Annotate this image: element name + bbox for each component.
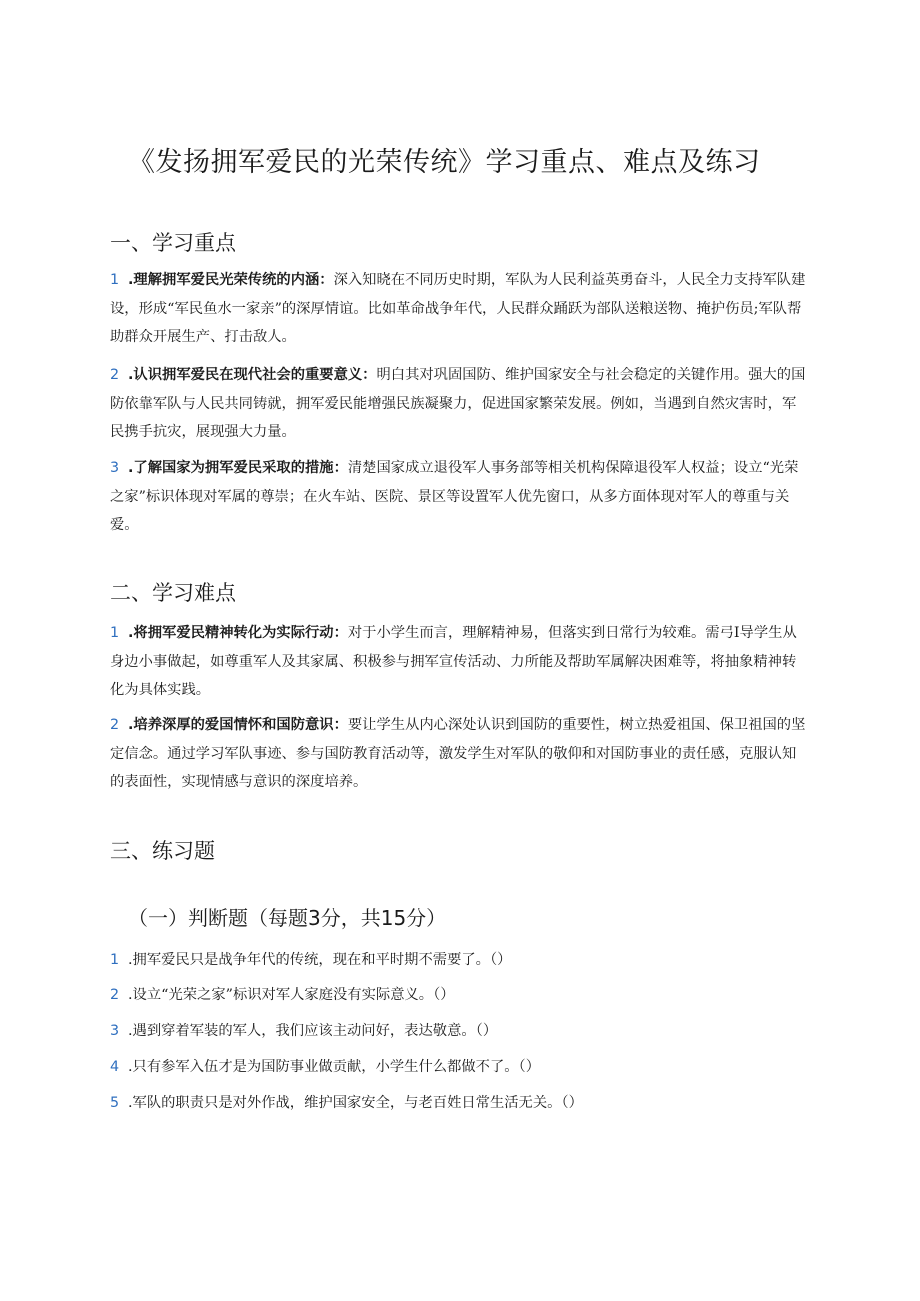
item-text: 清楚国家成立退役军人事务部等相关机构保障退役军人权益；设立“光荣之家”标识体现对军属的尊崇；在火车站、医院、景区等设置军人优先窗口，从多方面体现对军人的尊重与关爱。	[110, 460, 799, 533]
question-number: 3	[110, 1023, 120, 1039]
question-text: .遇到穿着军装的军人，我们应该主动问好，表达敬意。（）	[128, 1023, 498, 1039]
true-false-heading: （一）判断题（每题3分，共15分）	[128, 906, 447, 930]
section-heading-difficulties: 二、学习难点	[110, 581, 236, 605]
item-lead: .认识拥军爱民在现代社会的重要意义：	[128, 367, 377, 383]
question-number: 4	[110, 1059, 120, 1075]
section-heading-key-points: 一、学习重点	[110, 231, 236, 255]
item-number: 1	[110, 272, 120, 288]
true-false-question	[110, 950, 810, 970]
item-number: 3	[110, 460, 120, 476]
key-point-item	[110, 454, 810, 540]
question-number: 2	[110, 987, 120, 1003]
question-text: .拥军爱民只是战争年代的传统，现在和平时期不需要了。（）	[128, 952, 512, 968]
difficulty-item	[110, 711, 810, 797]
key-point-item	[110, 361, 810, 447]
section-heading-exercises: 三、练习题	[110, 839, 215, 863]
item-number: 1	[110, 625, 120, 641]
item-lead: .理解拥军爱民光荣传统的内涵：	[128, 272, 334, 288]
question-number: 1	[110, 952, 120, 968]
item-text: 明白其对巩固国防、维护国家安全与社会稳定的关键作用。强大的国防依靠军队与人民共同铸就，拥军爱民能增强民族凝聚力，促进国家繁荣发展。例如，当遇到自然灾害时，军民携手抗灾，展现强大力量。	[110, 367, 806, 440]
item-number: 2	[110, 367, 120, 383]
document-title: 《发扬拥军爱民的光荣传统》学习重点、难点及练习	[128, 147, 761, 178]
true-false-question	[110, 1093, 810, 1113]
question-number: 5	[110, 1095, 120, 1111]
question-text: .军队的职责只是对外作战，维护国家安全，与老百姓日常生活无关。（）	[128, 1095, 583, 1111]
item-lead: .将拥军爱民精神转化为实际行动：	[128, 625, 348, 641]
item-lead: .了解国家为拥军爱民采取的措施：	[128, 460, 348, 476]
question-text: .设立“光荣之家”标识对军人家庭没有实际意义。（）	[128, 987, 455, 1003]
true-false-question	[110, 1021, 810, 1041]
key-point-item	[110, 266, 810, 352]
item-number: 2	[110, 717, 120, 733]
item-text: 对于小学生而言，理解精神易，但落实到日常行为较难。需弓I导学生从身边小事做起，如尊重军人及其家属、积极参与拥军宣传活动、力所能及帮助军属解决困难等，将抽象精神转化为具体实践。	[110, 625, 797, 698]
question-text: .只有参军入伍才是为国防事业做贡献，小学生什么都做不了。（）	[128, 1059, 541, 1075]
true-false-question	[110, 1057, 810, 1077]
item-lead: .培养深厚的爱国情怀和国防意识：	[128, 717, 348, 733]
item-text: 要让学生从内心深处认识到国防的重要性，树立热爱祖国、保卫祖国的坚定信念。通过学习军队事迹、参与国防教育活动等，激发学生对军队的敬仰和对国防事业的责任感，克服认知的表面性，实现情感与意识的深度培养。	[110, 717, 806, 790]
item-text: 深入知晓在不同历史时期，军队为人民利益英勇奋斗，人民全力支持军队建设，形成“军民鱼水一家亲”的深厚情谊。比如革命战争年代，人民群众踊跃为部队送粮送物、掩护伤员;军队帮助群众开展生产、打击敌人。	[110, 272, 806, 345]
true-false-question	[110, 985, 810, 1005]
difficulty-item	[110, 619, 810, 705]
